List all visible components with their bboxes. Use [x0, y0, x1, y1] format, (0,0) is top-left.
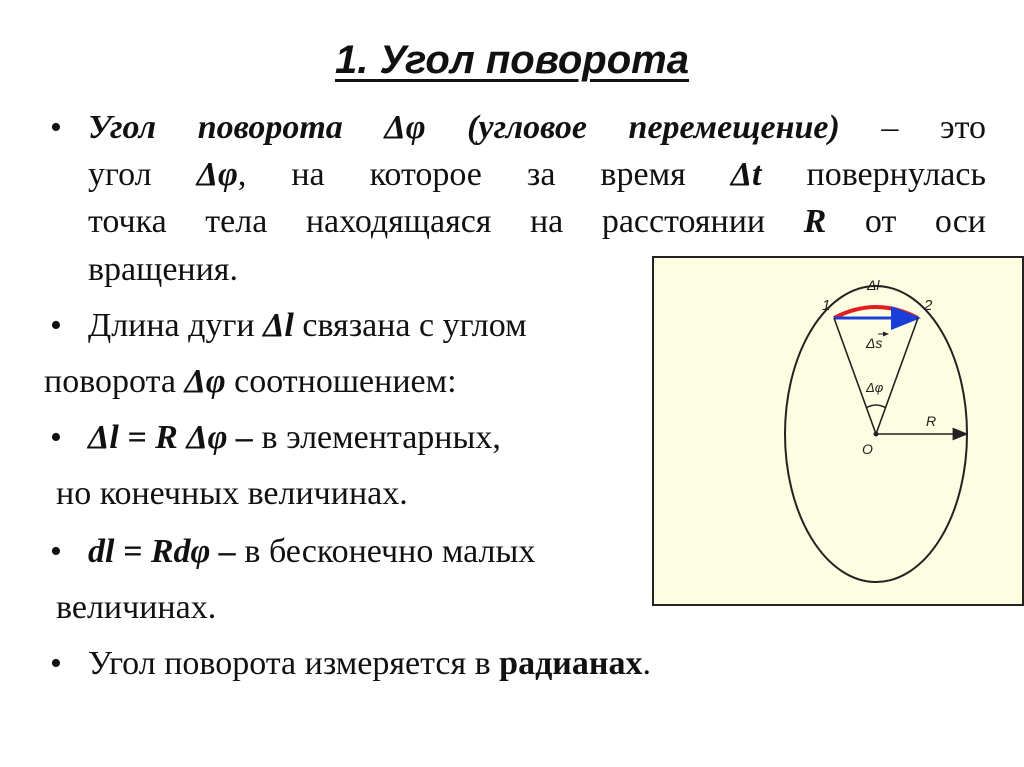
para5-line1: Угол поворота измеряется в радианах. [88, 645, 651, 682]
label-chord: Δs [866, 335, 883, 351]
center-point [874, 432, 879, 437]
para2-line2: поворота Δφ соотношением: [44, 363, 457, 400]
para3-line1: Δl = R Δφ – в элементарных, [88, 419, 501, 456]
rotation-diagram [652, 256, 1024, 606]
para2-line1: Длина дуги Δl связана с углом [88, 307, 527, 344]
para3-line2: но конечных величинах. [56, 475, 408, 512]
label-point1: 1 [822, 297, 831, 314]
para1-line2: угол Δφ, на которое за время Δt повернулась [88, 156, 986, 193]
term-angle: Угол поворота Δφ (угловое перемещение) [88, 109, 840, 146]
label-radius: R [926, 413, 937, 429]
arc-dl [834, 307, 918, 318]
label-point2: 2 [924, 297, 933, 314]
symbol-R: R [803, 203, 827, 240]
para4-line1: dl = Rdφ – в бесконечно малых [88, 533, 536, 570]
page-title: 1. Угол поворота [335, 38, 689, 82]
formula-differential: dl = Rdφ – [88, 533, 236, 570]
bullet: • [50, 533, 62, 570]
bullet: • [50, 645, 62, 682]
symbol-dphi: Δφ [196, 156, 238, 193]
bullet: • [50, 109, 62, 146]
circle-diagram-svg [654, 258, 1022, 604]
label-center: O [862, 441, 873, 457]
label-arc: Δl [867, 277, 880, 293]
angle-arc [866, 405, 886, 408]
formula-dl: Δl = R Δφ – [88, 419, 254, 456]
symbol-dt: Δt [730, 156, 762, 193]
para4-line2: величинах. [56, 589, 217, 626]
label-angle: Δφ [866, 380, 884, 395]
para1-line4: вращения. [88, 251, 238, 288]
para1-line3: точка тела находящаяся на расстоянии R от оси [88, 203, 986, 240]
para1-line1: Угол поворота Δφ (угловое перемещение) – это [88, 109, 986, 146]
bullet: • [50, 419, 62, 456]
bullet: • [50, 307, 62, 344]
